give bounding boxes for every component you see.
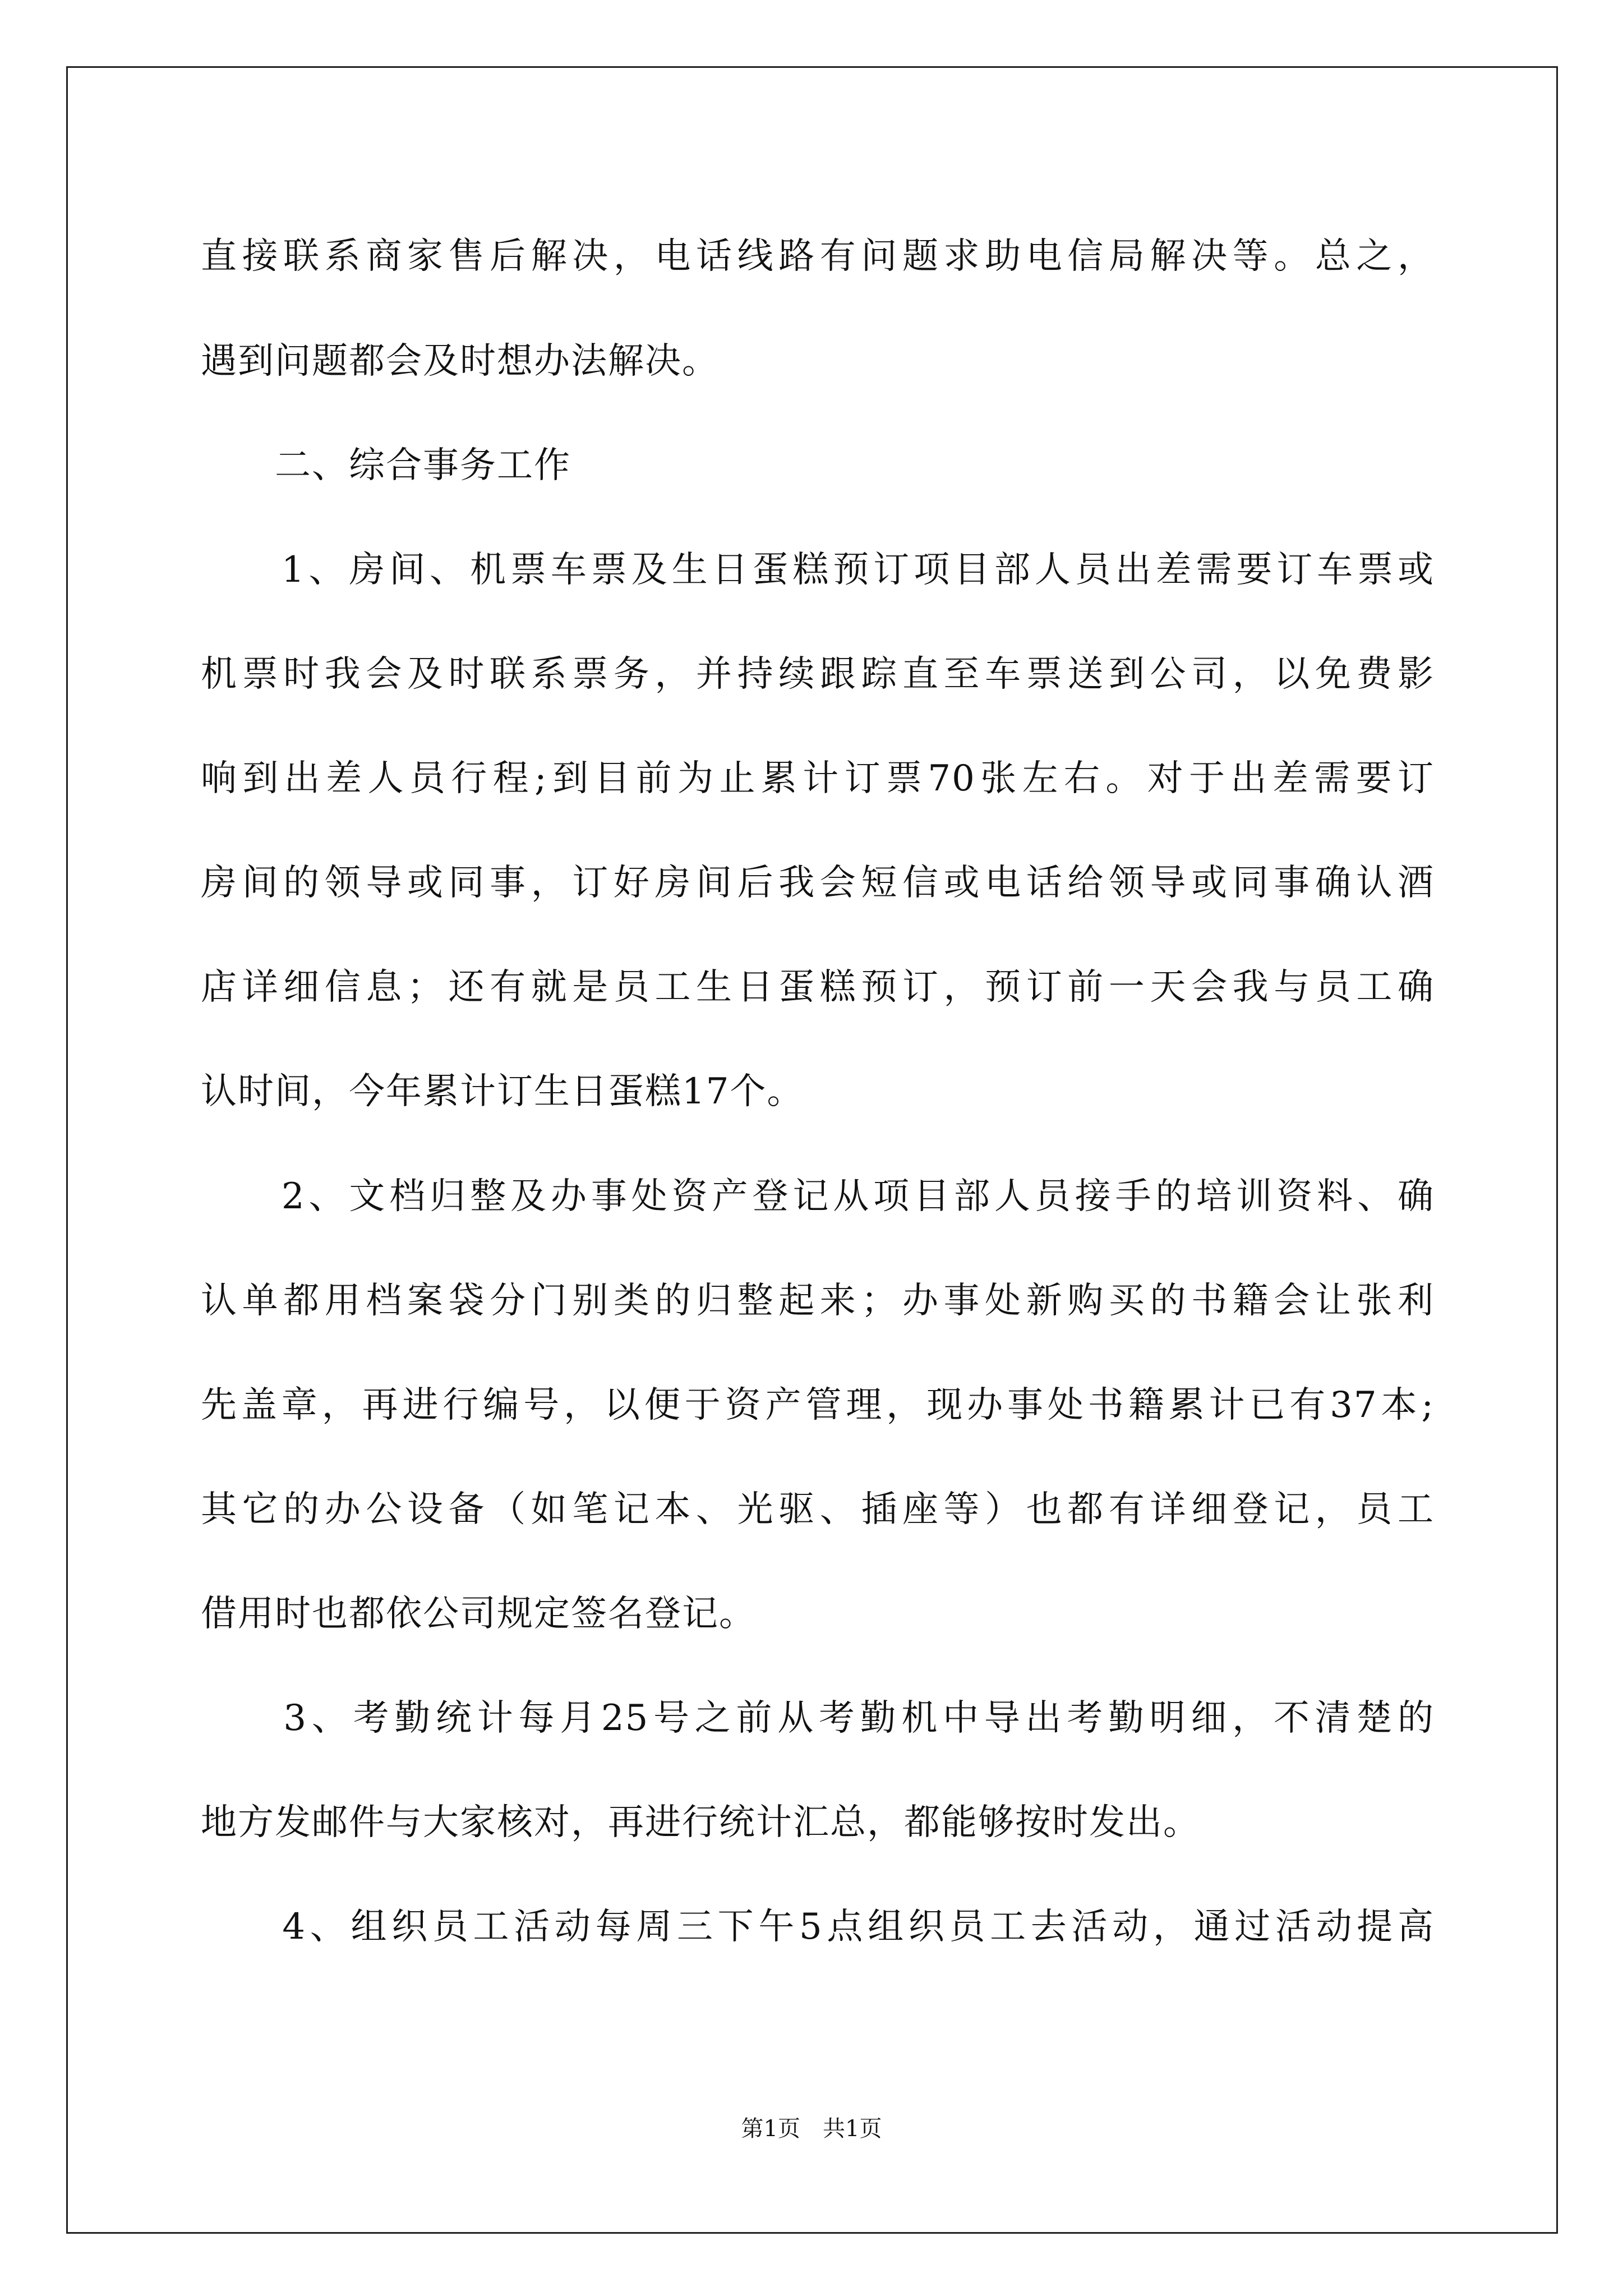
text-line: 4、组织员工活动每周三下午5点组织员工去活动，通过活动提高 — [201, 1906, 1435, 1948]
text-line: 先盖章，再进行编号，以便于资产管理，现办事处书籍累计已有37本; — [201, 1384, 1435, 1426]
text-line: 直接联系商家售后解决，电话线路有问题求助电信局解决等。总之， — [201, 236, 1435, 277]
text-line: 3、考勤统计每月25号之前从考勤机中导出考勤明细，不清楚的 — [201, 1697, 1435, 1739]
text-line: 其它的办公设备（如笔记本、光驱、插座等）也都有详细登记，员工 — [201, 1489, 1435, 1530]
text-line: 借用时也都依公司规定签名登记。 — [201, 1593, 756, 1635]
text-line: 房间的领导或同事，订好房间后我会短信或电话给领导或同事确认酒 — [201, 862, 1435, 904]
text-line: 认单都用档案袋分门别类的归整起来；办事处新购买的书籍会让张利 — [201, 1280, 1435, 1322]
text-line: 2、文档归整及办事处资产登记从项目部人员接手的培训资料、确 — [201, 1176, 1435, 1217]
page-footer: 第1页 共1页 — [741, 2116, 882, 2142]
text-line: 机票时我会及时联系票务，并持续跟踪直至车票送到公司，以免费影 — [201, 654, 1435, 695]
section-heading: 二、综合事务工作 — [201, 445, 571, 486]
text-line: 地方发邮件与大家核对，再进行统计汇总，都能够按时发出。 — [201, 1802, 1200, 1843]
text-line: 遇到问题都会及时想办法解决。 — [201, 341, 719, 382]
text-line: 店详细信息；还有就是员工生日蛋糕预订，预订前一天会我与员工确 — [201, 967, 1435, 1008]
text-line: 认时间，今年累计订生日蛋糕17个。 — [201, 1071, 804, 1112]
text-line: 响到出差人员行程;到目前为止累计订票70张左右。对于出差需要订 — [201, 758, 1435, 799]
text-line: 1、房间、机票车票及生日蛋糕预订项目部人员出差需要订车票或 — [201, 549, 1435, 591]
